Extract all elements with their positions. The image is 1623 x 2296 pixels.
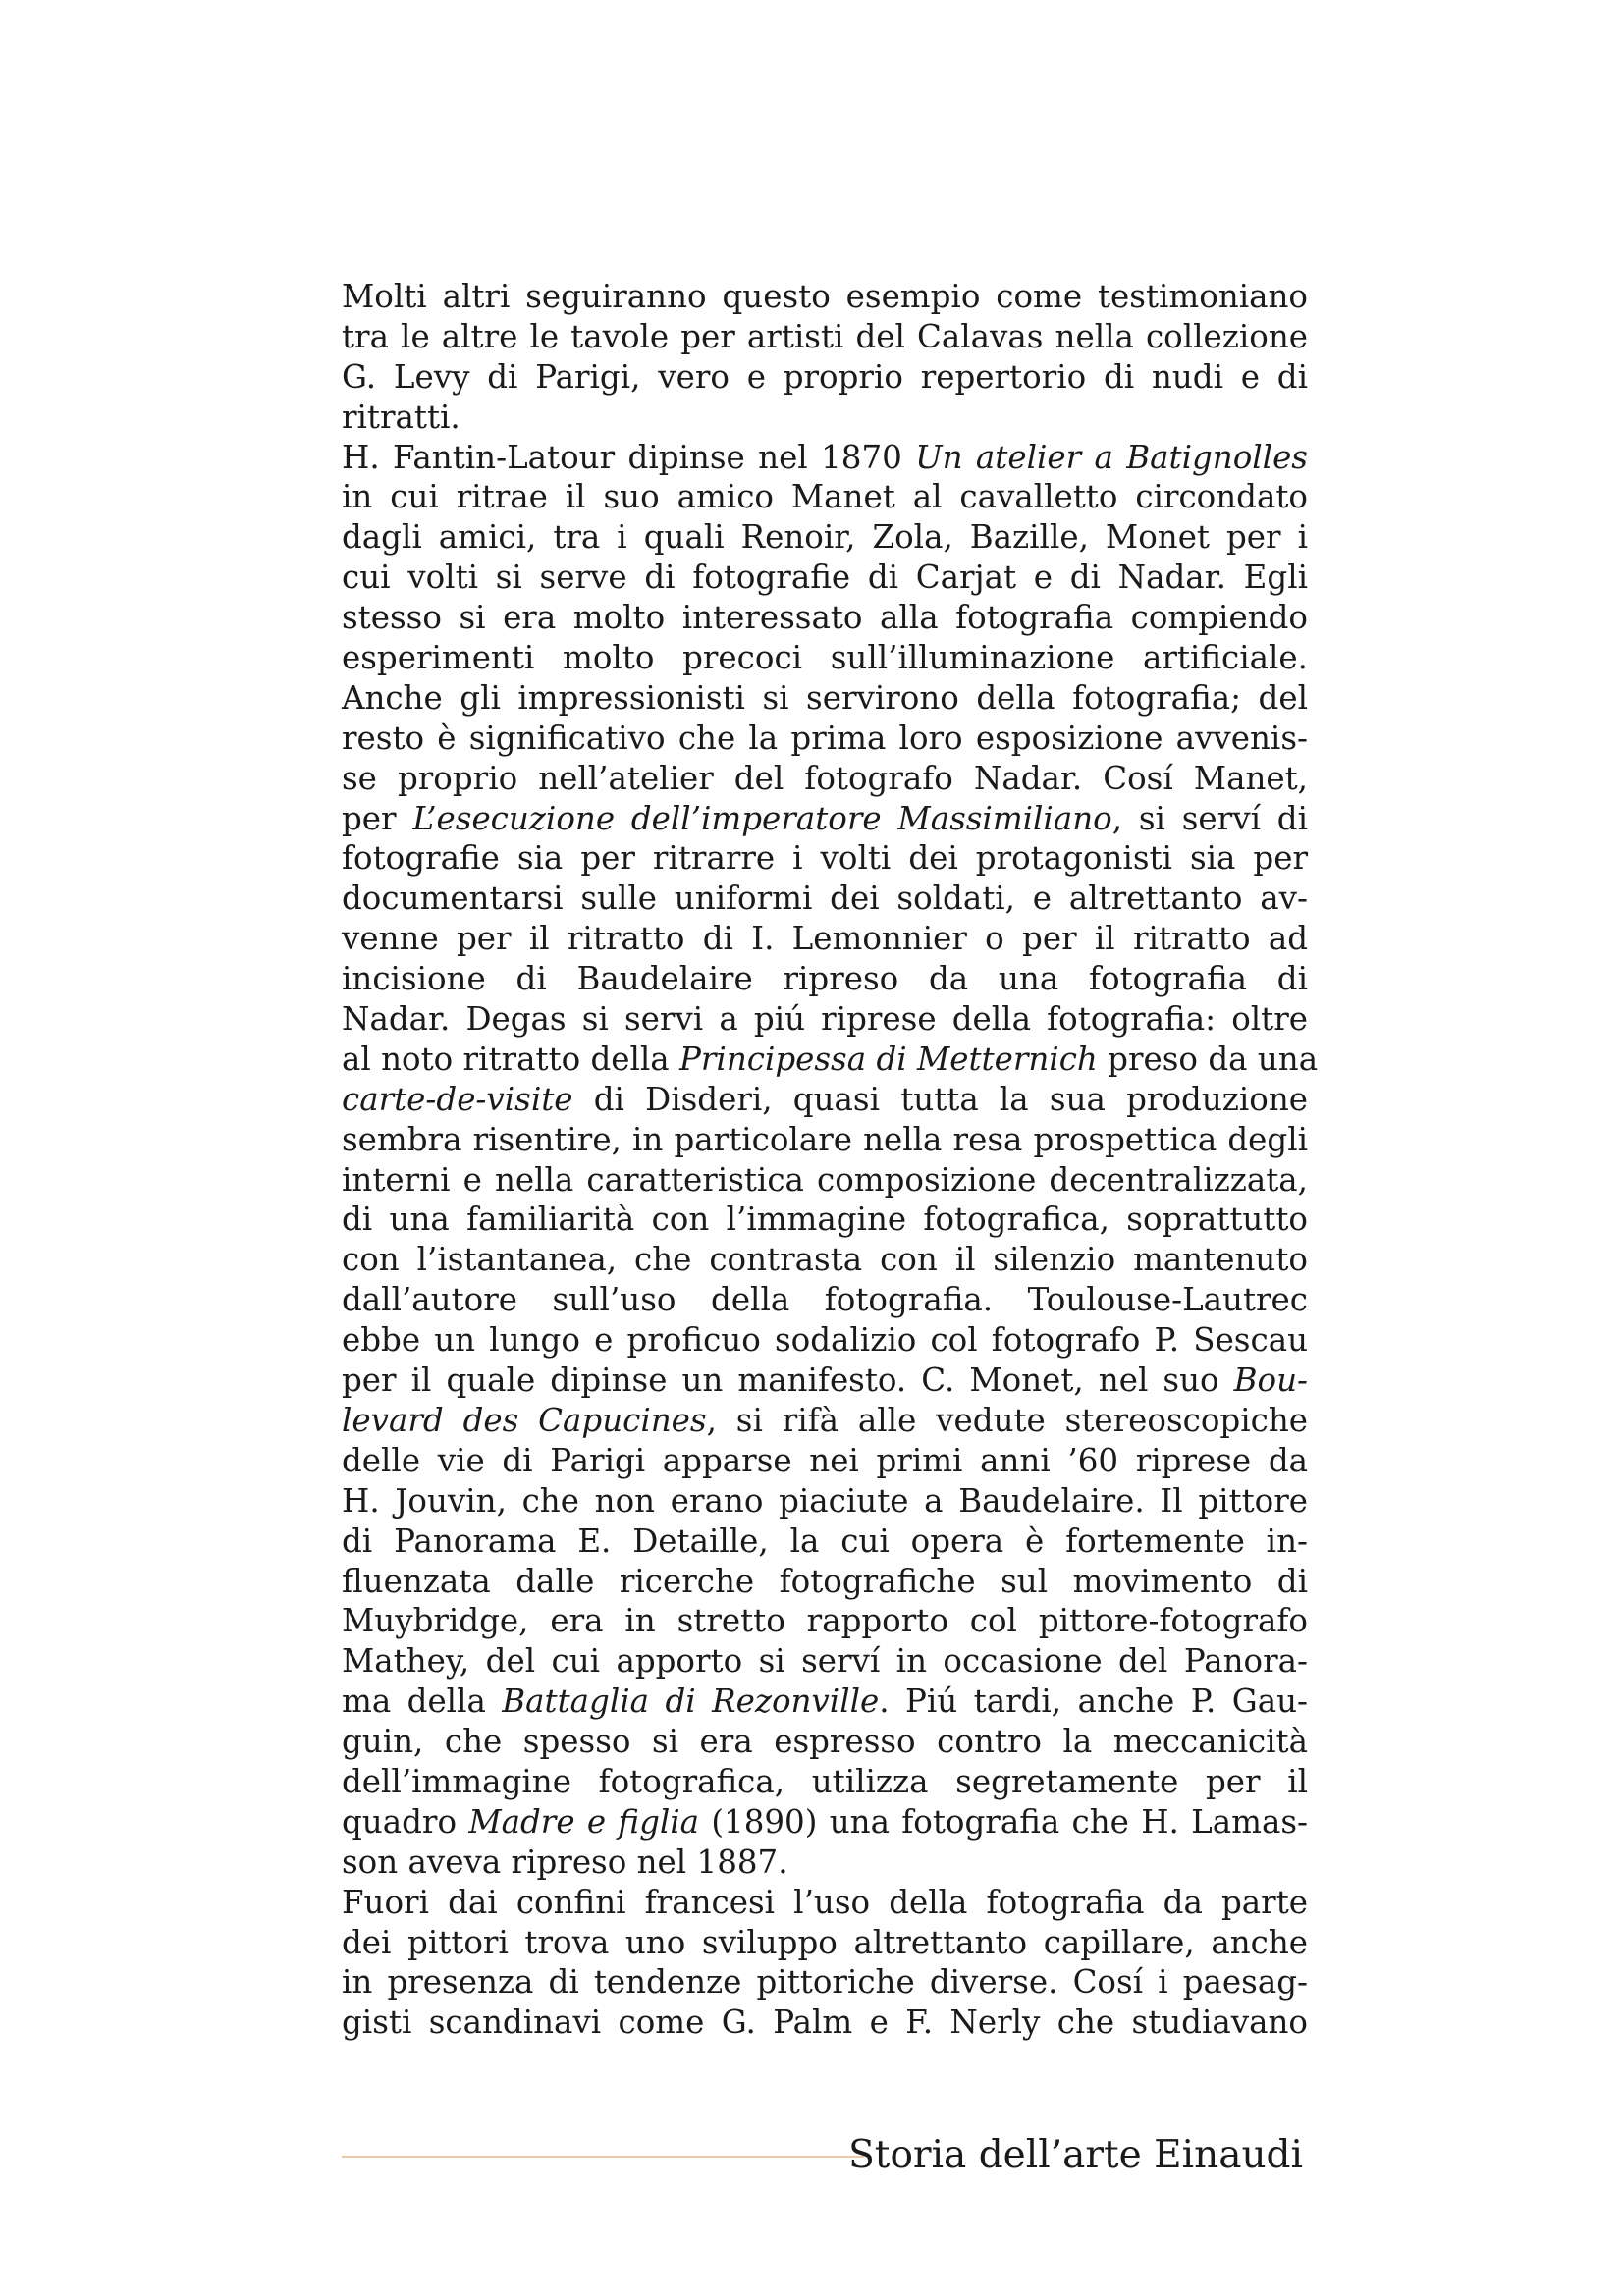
text-segment: se proprio nell’atelier del fotografo Nadar. Cosí Manet, bbox=[342, 759, 1308, 797]
text-segment: , si rifà alle vedute stereoscopiche bbox=[706, 1401, 1308, 1439]
text-line bbox=[342, 1883, 1308, 1923]
text-segment: Nadar. Degas si servi a piú riprese della fotografia: oltre bbox=[342, 1000, 1308, 1039]
footer-title: Storia dell’arte Einaudi bbox=[848, 2133, 1303, 2177]
text-segment: quadro bbox=[342, 1802, 469, 1841]
italic-title: Madre e figlia bbox=[468, 1802, 700, 1841]
text-line bbox=[342, 398, 1308, 438]
text-line bbox=[342, 1160, 1308, 1201]
text-line bbox=[342, 317, 1308, 357]
text-line bbox=[342, 879, 1308, 919]
text-segment: di Panorama E. Detaille, la cui opera è fortemente in- bbox=[342, 1522, 1308, 1560]
text-segment: esperimenti molto precoci sull’illuminazione artificiale. bbox=[342, 639, 1308, 677]
text-line bbox=[342, 1682, 1308, 1722]
text-line bbox=[342, 517, 1308, 558]
text-segment: tra le altre le tavole per artisti del Calavas nella collezione bbox=[342, 317, 1308, 355]
text-segment: . Piú tardi, anche P. Gau- bbox=[879, 1682, 1309, 1721]
italic-title: Bou- bbox=[1233, 1362, 1308, 1400]
text-line bbox=[342, 1320, 1308, 1361]
text-line bbox=[342, 1120, 1308, 1160]
text-segment: ritratti. bbox=[342, 398, 460, 436]
text-segment: al noto ritratto della bbox=[342, 1040, 680, 1078]
text-segment: in presenza di tendenze pittoriche diverse. Cosí i paesag- bbox=[342, 1963, 1308, 2002]
italic-title: Un atelier a Batignolles bbox=[915, 438, 1308, 476]
text-segment: di una familiarità con l’immagine fotografica, soprattutto bbox=[342, 1201, 1308, 1239]
text-segment: dei pittori trova uno sviluppo altrettanto capillare, anche bbox=[342, 1923, 1308, 1961]
text-line bbox=[342, 1842, 1308, 1883]
text-line bbox=[342, 799, 1308, 839]
text-segment: Anche gli impressionisti si servirono della fotografia; del bbox=[342, 678, 1308, 717]
text-segment: resto è significativo che la prima loro esposizione avvenis- bbox=[342, 719, 1308, 757]
text-line bbox=[342, 1080, 1308, 1120]
text-line bbox=[342, 1240, 1308, 1280]
text-line bbox=[342, 959, 1308, 999]
text-segment: dall’autore sull’uso della fotografia. Toulouse-Lautrec bbox=[342, 1281, 1308, 1319]
text-line bbox=[342, 1361, 1308, 1401]
text-line bbox=[342, 1040, 1319, 1080]
text-line bbox=[342, 1641, 1308, 1682]
text-segment: , si serví di bbox=[1111, 799, 1308, 837]
text-segment: gisti scandinavi come G. Palm e F. Nerly che studiavano bbox=[342, 2003, 1308, 2042]
text-line bbox=[342, 558, 1308, 598]
text-line bbox=[342, 1762, 1308, 1802]
text-line bbox=[342, 2002, 1308, 2043]
italic-title: Battaglia di Rezonville bbox=[502, 1682, 880, 1721]
text-segment: fotografie sia per ritrarre i volti dei protagonisti sia per bbox=[342, 839, 1308, 878]
text-line bbox=[342, 1802, 1308, 1842]
text-segment: (1890) una fotografia che H. Lamas- bbox=[699, 1802, 1308, 1841]
text-segment: di Disderi, quasi tutta la sua produzione bbox=[572, 1080, 1308, 1118]
text-segment: ma della bbox=[342, 1682, 503, 1721]
text-line bbox=[342, 1441, 1308, 1481]
text-line bbox=[342, 678, 1308, 719]
text-segment: con l’istantanea, che contrasta con il silenzio mantenuto bbox=[342, 1241, 1308, 1279]
text-segment: ebbe un lungo e proficuo sodalizio col fotografo P. Sescau bbox=[342, 1321, 1308, 1360]
text-segment: G. Levy di Parigi, vero e proprio repertorio di nudi e di bbox=[342, 357, 1308, 396]
text-segment: sembra risentire, in particolare nella resa prospettica degli bbox=[342, 1120, 1308, 1158]
text-line bbox=[342, 919, 1308, 959]
text-segment: dagli amici, tra i quali Renoir, Zola, Bazille, Monet per i bbox=[342, 518, 1308, 557]
text-line bbox=[342, 438, 1308, 478]
text-line bbox=[342, 1401, 1308, 1441]
text-line bbox=[342, 1522, 1308, 1562]
text-line bbox=[342, 1601, 1308, 1641]
body-text bbox=[342, 277, 1319, 2043]
italic-title: L’esecuzione dell’imperatore Massimiliano bbox=[412, 799, 1112, 837]
text-segment: fluenzata dalle ricerche fotografiche sul movimento di bbox=[342, 1562, 1308, 1600]
text-segment: preso da una bbox=[1097, 1040, 1319, 1078]
text-segment: cui volti si serve di fotografie di Carjat e di Nadar. Egli bbox=[342, 559, 1308, 597]
text-line bbox=[342, 759, 1308, 799]
text-line bbox=[342, 277, 1308, 317]
text-line bbox=[342, 1280, 1308, 1320]
text-line bbox=[342, 598, 1308, 638]
text-line bbox=[342, 477, 1308, 517]
text-segment: venne per il ritratto di I. Lemonnier o per il ritratto ad bbox=[342, 920, 1308, 958]
text-segment: delle vie di Parigi apparse nei primi anni ’60 riprese da bbox=[342, 1441, 1308, 1479]
italic-title: carte-de-visite bbox=[342, 1080, 573, 1118]
text-segment: dell’immagine fotografica, utilizza segretamente per il bbox=[342, 1762, 1308, 1800]
text-segment: in cui ritrae il suo amico Manet al cavalletto circondato bbox=[342, 478, 1308, 516]
text-segment: Molti altri seguiranno questo esempio come testimoniano bbox=[342, 278, 1308, 315]
italic-title: Principessa di Metternich bbox=[679, 1040, 1098, 1078]
text-segment: interni e nella caratteristica composizione decentralizzata, bbox=[342, 1160, 1308, 1199]
text-line bbox=[342, 1722, 1308, 1762]
text-segment: Fuori dai confini francesi l’uso della fotografia da parte bbox=[342, 1883, 1308, 1921]
footer-rule bbox=[342, 2156, 864, 2158]
text-segment: documentarsi sulle uniformi dei soldati, e altrettanto av- bbox=[342, 880, 1308, 918]
text-segment: H. Jouvin, che non erano piaciute a Baudelaire. Il pittore bbox=[342, 1481, 1308, 1520]
text-line bbox=[342, 1962, 1308, 2002]
italic-title: levard des Capucines bbox=[342, 1401, 707, 1439]
text-line bbox=[342, 1481, 1308, 1522]
text-line bbox=[342, 1200, 1308, 1240]
text-segment: per il quale dipinse un manifesto. C. Monet, nel suo bbox=[342, 1362, 1234, 1400]
text-segment: incisione di Baudelaire ripreso da una fotografia di bbox=[342, 960, 1308, 998]
text-segment: Muybridge, era in stretto rapporto col pittore-fotografo bbox=[342, 1602, 1308, 1640]
text-line bbox=[342, 357, 1308, 398]
text-line bbox=[342, 638, 1308, 678]
text-segment: stesso si era molto interessato alla fotografia compiendo bbox=[342, 599, 1308, 637]
text-line bbox=[342, 999, 1308, 1040]
text-segment: guin, che spesso si era espresso contro la meccanicità bbox=[342, 1723, 1308, 1761]
text-segment: son aveva ripreso nel 1887. bbox=[342, 1842, 788, 1881]
text-line bbox=[342, 1562, 1308, 1602]
text-line bbox=[342, 1923, 1308, 1963]
text-segment: H. Fantin-Latour dipinse nel 1870 bbox=[342, 438, 916, 476]
text-line bbox=[342, 838, 1308, 879]
text-line bbox=[342, 719, 1308, 759]
text-segment: per bbox=[342, 799, 413, 837]
text-segment: Mathey, del cui apporto si serví in occasione del Panora- bbox=[342, 1642, 1308, 1681]
